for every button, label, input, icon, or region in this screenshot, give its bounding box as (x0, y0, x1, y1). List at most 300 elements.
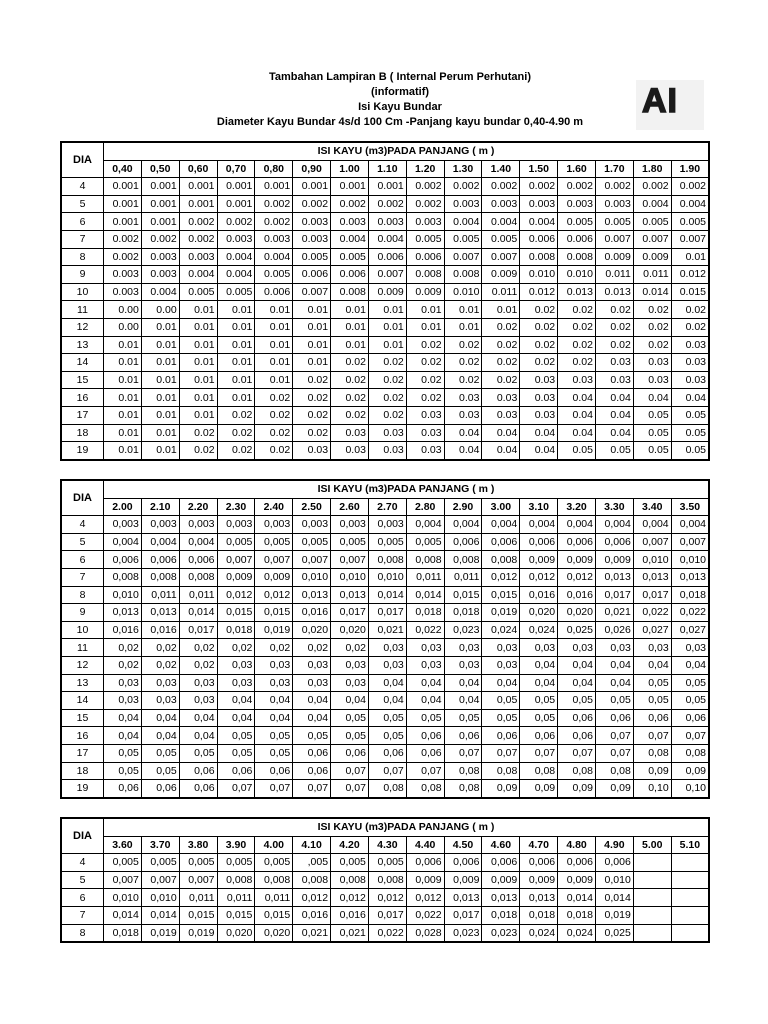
volume-cell: 0,05 (331, 727, 369, 745)
volume-cell (633, 889, 671, 907)
volume-cell: 0,004 (633, 516, 671, 534)
dia-cell: 9 (61, 266, 104, 284)
volume-cell: 0,006 (520, 854, 558, 872)
volume-cell: 0,02 (293, 639, 331, 657)
volume-cell: 0.01 (104, 336, 142, 354)
volume-cell: 0.002 (141, 230, 179, 248)
dia-cell: 8 (61, 586, 104, 604)
volume-cell: 0.004 (331, 230, 369, 248)
volume-cell: 0.04 (482, 424, 520, 442)
dia-cell: 6 (61, 889, 104, 907)
table-row (61, 674, 709, 692)
volume-cell: 0,016 (141, 621, 179, 639)
table-row (61, 854, 709, 872)
volume-cell: 0,020 (217, 924, 255, 942)
volume-cell: 0,024 (558, 924, 596, 942)
volume-cell: 0.02 (482, 336, 520, 354)
volume-cell: 0,006 (104, 551, 142, 569)
volume-cell: 0.003 (179, 248, 217, 266)
volume-cell: 0.02 (558, 318, 596, 336)
volume-cell: 0.001 (179, 178, 217, 196)
volume-cell: 0,04 (141, 709, 179, 727)
volume-cell: 0.006 (293, 266, 331, 284)
volume-cell: 0,07 (331, 762, 369, 780)
volume-cell: 0,03 (255, 674, 293, 692)
volume-cell: 0.05 (671, 442, 709, 460)
volume-cell: 0,009 (595, 551, 633, 569)
volume-cell: 0,02 (179, 656, 217, 674)
volume-cell: 0,016 (293, 604, 331, 622)
length-column-header: 0,50 (141, 160, 179, 178)
volume-cell: 0,06 (595, 709, 633, 727)
volume-cell: 0,003 (217, 516, 255, 534)
volume-cell: 0,006 (595, 533, 633, 551)
volume-cell: 0,005 (179, 854, 217, 872)
dia-cell: 19 (61, 780, 104, 798)
volume-cell: 0.004 (444, 213, 482, 231)
volume-cell: 0.04 (633, 389, 671, 407)
volume-cell: 0,05 (293, 727, 331, 745)
table-row (61, 442, 709, 460)
volume-cell: 0.001 (255, 178, 293, 196)
volume-cell: 0,03 (293, 674, 331, 692)
volume-cell: 0.01 (331, 336, 369, 354)
volume-cell: 0,018 (520, 906, 558, 924)
length-column-header: 3.30 (595, 498, 633, 516)
volume-cell: 0,010 (331, 568, 369, 586)
volume-cell: 0,07 (520, 744, 558, 762)
volume-cell: 0,05 (406, 709, 444, 727)
volume-cell: 0,011 (217, 889, 255, 907)
volume-cell: 0.03 (444, 389, 482, 407)
volume-cell: 0.02 (520, 354, 558, 372)
table-row (61, 371, 709, 389)
volume-cell: 0.001 (217, 178, 255, 196)
volume-cell: 0,04 (595, 674, 633, 692)
volume-cell: 0,007 (633, 533, 671, 551)
volume-cell: 0.001 (141, 178, 179, 196)
volume-cell: 0,06 (141, 780, 179, 798)
volume-cell: 0,03 (482, 656, 520, 674)
volume-cell: 0,04 (595, 656, 633, 674)
table-row (61, 195, 709, 213)
volume-cell: 0,05 (520, 709, 558, 727)
length-column-header: 2.00 (104, 498, 142, 516)
volume-cell: 0,013 (141, 604, 179, 622)
volume-cell: 0.003 (595, 195, 633, 213)
volume-cell: 0.01 (179, 318, 217, 336)
volume-cell: 0.002 (331, 195, 369, 213)
length-column-header: 1.80 (633, 160, 671, 178)
volume-cell: 0,016 (520, 586, 558, 604)
volume-cell: 0.01 (255, 354, 293, 372)
volume-cell: 0.004 (482, 213, 520, 231)
volume-cell: 0,05 (368, 727, 406, 745)
table-row (61, 301, 709, 319)
volume-cell: 0.005 (633, 213, 671, 231)
volume-cell: 0,04 (104, 727, 142, 745)
length-column-header: 4.80 (558, 836, 596, 854)
volume-cell: 0.002 (255, 195, 293, 213)
volume-cell: 0,10 (671, 780, 709, 798)
volume-cell: 0.02 (368, 389, 406, 407)
volume-cell: 0,05 (104, 762, 142, 780)
volume-cell: 0,07 (482, 744, 520, 762)
table-row (61, 336, 709, 354)
length-column-header: 1.30 (444, 160, 482, 178)
dia-header: DIA (61, 480, 104, 516)
volume-cell: 0,06 (179, 780, 217, 798)
table-row (61, 586, 709, 604)
volume-cell: 0.004 (217, 266, 255, 284)
table-row (61, 709, 709, 727)
volume-cell: 0,004 (104, 533, 142, 551)
volume-cell: 0,05 (217, 744, 255, 762)
volume-cell: 0.01 (217, 336, 255, 354)
length-column-header: 1.50 (520, 160, 558, 178)
volume-cell: 0,017 (633, 586, 671, 604)
volume-cell: 0,020 (293, 621, 331, 639)
length-group-header: ISI KAYU (m3)PADA PANJANG ( m ) (104, 818, 710, 836)
volume-cell: 0.001 (104, 213, 142, 231)
table-row (61, 406, 709, 424)
volume-cell: 0,04 (104, 709, 142, 727)
volume-cell: 0.002 (671, 178, 709, 196)
volume-cell: 0,03 (104, 674, 142, 692)
volume-cell: 0.003 (293, 213, 331, 231)
volume-cell: 0,04 (633, 656, 671, 674)
volume-cell: 0,05 (671, 674, 709, 692)
volume-cell: 0.008 (558, 248, 596, 266)
table-row (61, 692, 709, 710)
volume-cell: 0,07 (444, 744, 482, 762)
volume-cell: 0,03 (293, 656, 331, 674)
volume-cell: 0.02 (444, 354, 482, 372)
volume-cell: 0.04 (595, 389, 633, 407)
volume-cell: 0.01 (255, 371, 293, 389)
volume-cell: 0.04 (558, 406, 596, 424)
volume-cell: 0.01 (179, 354, 217, 372)
volume-cell: 0,014 (179, 604, 217, 622)
volume-cell: 0.01 (293, 318, 331, 336)
volume-cell: 0,03 (331, 674, 369, 692)
volume-cell: 0,009 (406, 871, 444, 889)
volume-cell: 0,012 (255, 586, 293, 604)
volume-cell: 0.001 (104, 195, 142, 213)
volume-cell: 0.00 (141, 301, 179, 319)
volume-cell: 0,04 (444, 692, 482, 710)
volume-cell: 0.004 (633, 195, 671, 213)
table-row (61, 354, 709, 372)
volume-cell: 0.02 (217, 424, 255, 442)
volume-cell: 0,008 (104, 568, 142, 586)
volume-cell: 0.02 (520, 301, 558, 319)
volume-cell: 0.003 (255, 230, 293, 248)
volume-cell: 0,013 (671, 568, 709, 586)
volume-cell: 0,006 (482, 533, 520, 551)
volume-cell: 0,02 (141, 639, 179, 657)
volume-cell: 0,03 (179, 692, 217, 710)
volume-cell: 0.01 (331, 301, 369, 319)
table-row (61, 639, 709, 657)
volume-cell (671, 889, 709, 907)
volume-cell: 0,04 (482, 674, 520, 692)
volume-cell: 0,024 (520, 621, 558, 639)
volume-cell: 0.001 (141, 213, 179, 231)
volume-cell: 0.01 (293, 354, 331, 372)
volume-cell: 0,007 (217, 551, 255, 569)
volume-cell: 0.001 (141, 195, 179, 213)
volume-cell: 0.015 (671, 283, 709, 301)
volume-cell: 0.004 (671, 195, 709, 213)
volume-cell: 0,08 (444, 762, 482, 780)
volume-cell: 0.01 (141, 371, 179, 389)
volume-cell: 0,021 (595, 604, 633, 622)
volume-cell: 0,022 (368, 924, 406, 942)
volume-cell: 0,020 (520, 604, 558, 622)
volume-cell: 0.02 (179, 424, 217, 442)
ai-watermark-logo (636, 80, 704, 130)
dia-cell: 14 (61, 354, 104, 372)
volume-cell: 0,03 (406, 639, 444, 657)
volume-cell: 0.005 (444, 230, 482, 248)
volume-cell: 0,018 (671, 586, 709, 604)
volume-cell: 0.002 (406, 195, 444, 213)
volume-cell: 0,07 (406, 762, 444, 780)
volume-cell: 0,05 (141, 744, 179, 762)
volume-cell: 0,011 (406, 568, 444, 586)
volume-cell: 0.01 (406, 301, 444, 319)
volume-cell: 0,023 (482, 924, 520, 942)
volume-cell: 0.04 (671, 389, 709, 407)
volume-cell: 0.01 (217, 318, 255, 336)
volume-cell: 0.014 (633, 283, 671, 301)
volume-cell: 0,03 (217, 656, 255, 674)
header-line-1: Tambahan Lampiran B ( Internal Perum Perhutani) (268, 71, 531, 83)
volume-cell: 0,013 (331, 586, 369, 604)
volume-cell: 0,06 (217, 762, 255, 780)
volume-cell: 0.005 (293, 248, 331, 266)
volume-cell: 0,03 (331, 656, 369, 674)
dia-cell: 7 (61, 230, 104, 248)
volume-cell: 0.03 (520, 371, 558, 389)
volume-cell: 0,016 (104, 621, 142, 639)
volume-cell: 0.010 (520, 266, 558, 284)
volume-cell: 0.05 (595, 442, 633, 460)
volume-cell: 0.02 (520, 336, 558, 354)
volume-cell: 0.001 (104, 178, 142, 196)
volume-cell: 0,017 (595, 586, 633, 604)
volume-cell: 0,07 (255, 780, 293, 798)
volume-cell: 0,06 (558, 709, 596, 727)
volume-cell: 0.03 (482, 389, 520, 407)
volume-cell: 0,04 (255, 709, 293, 727)
volume-cell: 0,021 (368, 621, 406, 639)
dia-cell: 4 (61, 516, 104, 534)
volume-cell: 0,010 (141, 889, 179, 907)
volume-cell: 0,05 (331, 709, 369, 727)
volume-cell: 0,015 (482, 586, 520, 604)
volume-cell: 0,004 (558, 516, 596, 534)
volume-cell: 0.005 (217, 283, 255, 301)
volume-cell: 0,08 (595, 762, 633, 780)
volume-cell: 0,03 (444, 639, 482, 657)
volume-cell: 0,02 (104, 639, 142, 657)
volume-cell: 0,09 (558, 780, 596, 798)
volume-cell: 0,06 (482, 727, 520, 745)
volume-cell: 0.02 (255, 442, 293, 460)
volume-cell: 0.01 (406, 318, 444, 336)
header-line-4: Diameter Kayu Bundar 4s/d 100 Cm -Panjang kayu bundar 0,40-4.90 m (216, 116, 584, 128)
length-column-header: 1.70 (595, 160, 633, 178)
volume-cell: 0,04 (368, 674, 406, 692)
volume-cell: 0,013 (104, 604, 142, 622)
volume-cell: 0.007 (595, 230, 633, 248)
volume-cell: 0.01 (444, 318, 482, 336)
volume-cell: 0.01 (179, 336, 217, 354)
volume-cell: 0.003 (444, 195, 482, 213)
volume-cell (633, 854, 671, 872)
volume-cell: 0.002 (595, 178, 633, 196)
volume-cell: 0.01 (141, 442, 179, 460)
volume-cell: 0.02 (217, 406, 255, 424)
volume-cell: 0,003 (255, 516, 293, 534)
volume-cell: 0.001 (331, 178, 369, 196)
volume-cell: 0.002 (482, 178, 520, 196)
volume-cell: 0,003 (179, 516, 217, 534)
dia-cell: 18 (61, 762, 104, 780)
volume-cell: 0,05 (520, 692, 558, 710)
volume-cell: 0,08 (671, 744, 709, 762)
volume-cell: 0.005 (558, 213, 596, 231)
volume-cell: 0.02 (217, 442, 255, 460)
length-column-header: 2.40 (255, 498, 293, 516)
volume-cell: 0,003 (368, 516, 406, 534)
volume-cell: 0,008 (444, 551, 482, 569)
length-column-header: 4.60 (482, 836, 520, 854)
volume-cell: 0.04 (482, 442, 520, 460)
volume-cell: 0.02 (558, 354, 596, 372)
volume-cell: 0,023 (444, 621, 482, 639)
volume-cell: 0.02 (633, 336, 671, 354)
volume-cell: 0,010 (633, 551, 671, 569)
volume-cell: 0,03 (255, 656, 293, 674)
volume-cell: 0,022 (633, 604, 671, 622)
volume-cell: 0.01 (141, 424, 179, 442)
length-column-header: 4.90 (595, 836, 633, 854)
volume-cell: 0,006 (444, 533, 482, 551)
volume-cell: 0,017 (179, 621, 217, 639)
volume-cell: 0.02 (633, 318, 671, 336)
volume-cell: 0,008 (482, 551, 520, 569)
volume-cell: 0.03 (595, 354, 633, 372)
volume-cell: 0,007 (104, 871, 142, 889)
table-row (61, 744, 709, 762)
dia-cell: 15 (61, 709, 104, 727)
volume-cell: 0.002 (406, 178, 444, 196)
volume-cell: 0,03 (217, 674, 255, 692)
length-column-header: 1.00 (331, 160, 369, 178)
volume-cell: 0,05 (217, 727, 255, 745)
table-row (61, 516, 709, 534)
volume-cell: 0.01 (179, 371, 217, 389)
volume-cell: 0,018 (104, 924, 142, 942)
volume-cell: 0,03 (368, 639, 406, 657)
volume-cell: 0,05 (179, 744, 217, 762)
dia-cell: 6 (61, 551, 104, 569)
volume-cell: 0,010 (368, 568, 406, 586)
dia-cell: 5 (61, 195, 104, 213)
length-column-header: 1.90 (671, 160, 709, 178)
table-row (61, 248, 709, 266)
volume-cell: 0,06 (331, 744, 369, 762)
volume-cell: 0,006 (520, 533, 558, 551)
volume-cell: 0.002 (104, 248, 142, 266)
table-row (61, 424, 709, 442)
volume-cell: 0.008 (520, 248, 558, 266)
table-row (61, 230, 709, 248)
volume-cell: 0,024 (482, 621, 520, 639)
volume-cell: 0,04 (406, 674, 444, 692)
volume-cell: 0,06 (633, 709, 671, 727)
volume-cell: 0,03 (671, 639, 709, 657)
volume-cell: 0,006 (179, 551, 217, 569)
volume-cell: 0,05 (255, 727, 293, 745)
length-column-header: 5.10 (671, 836, 709, 854)
length-column-header: 3.80 (179, 836, 217, 854)
table-row (61, 283, 709, 301)
dia-cell: 8 (61, 924, 104, 942)
volume-cell: 0.01 (179, 301, 217, 319)
length-column-header: 2.80 (406, 498, 444, 516)
volume-cell: 0.03 (671, 371, 709, 389)
volume-cell: 0,019 (595, 906, 633, 924)
volume-cell: 0,06 (406, 744, 444, 762)
volume-cell: 0,012 (293, 889, 331, 907)
volume-cell: 0.04 (444, 424, 482, 442)
volume-cell: 0,03 (633, 639, 671, 657)
volume-cell: 0,08 (444, 780, 482, 798)
volume-cell: 0.02 (255, 406, 293, 424)
volume-cell: 0,06 (406, 727, 444, 745)
length-column-header: 2.70 (368, 498, 406, 516)
volume-cell: 0.03 (633, 371, 671, 389)
volume-cell: 0,04 (331, 692, 369, 710)
volume-cell: 0,025 (558, 621, 596, 639)
volume-cell: 0,003 (293, 516, 331, 534)
volume-cell: 0,09 (520, 780, 558, 798)
volume-cell: 0.01 (217, 354, 255, 372)
volume-cell: 0,009 (520, 871, 558, 889)
dia-cell: 16 (61, 727, 104, 745)
volume-cell: 0.03 (444, 406, 482, 424)
volume-cell: 0.003 (217, 230, 255, 248)
volume-cell: 0.03 (520, 389, 558, 407)
volume-cell: 0,009 (444, 871, 482, 889)
volume-cell: 0.006 (255, 283, 293, 301)
table-row (61, 762, 709, 780)
length-column-header: 4.10 (293, 836, 331, 854)
volume-cell: 0.002 (179, 213, 217, 231)
volume-cell: 0,07 (368, 762, 406, 780)
volume-cell: 0.02 (671, 301, 709, 319)
volume-cell: 0.003 (331, 213, 369, 231)
volume-cell: 0.002 (633, 178, 671, 196)
volume-cell: 0.03 (482, 406, 520, 424)
volume-cell: 0,006 (558, 854, 596, 872)
volume-cell: 0.002 (255, 213, 293, 231)
volume-cell: 0.011 (633, 266, 671, 284)
